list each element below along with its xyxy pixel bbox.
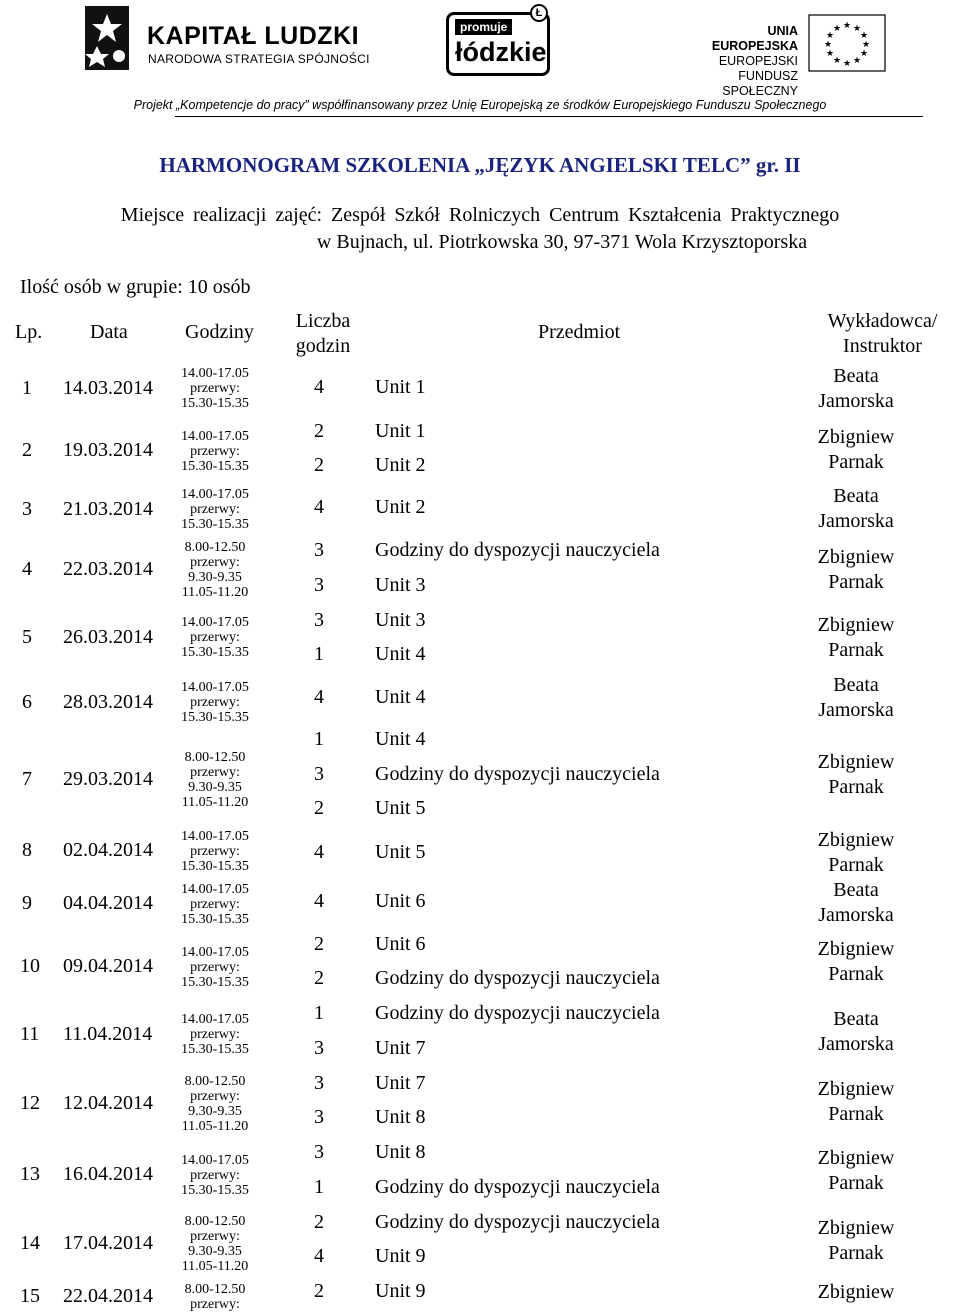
hours-line: 11.05-11.20 bbox=[181, 585, 249, 600]
row-hours bbox=[160, 1282, 270, 1312]
instructor-line: Beata bbox=[833, 365, 879, 387]
subject-hours-count: 2 bbox=[314, 1211, 324, 1233]
row-instructor bbox=[781, 425, 931, 475]
subject-hours-count: 4 bbox=[314, 1245, 324, 1267]
subject-name: Unit 5 bbox=[375, 797, 426, 819]
row-date: 17.04.2014 bbox=[63, 1231, 153, 1254]
row-date: 02.04.2014 bbox=[63, 839, 153, 861]
row-date: 09.04.2014 bbox=[63, 955, 153, 977]
subject-name: Godziny do dyspozycji nauczyciela bbox=[375, 539, 660, 561]
row-instructor bbox=[781, 613, 931, 663]
row-lp: 10 bbox=[20, 955, 40, 977]
subject-hours-count: 3 bbox=[314, 539, 324, 561]
svg-text:★: ★ bbox=[861, 40, 871, 50]
subject-name: Unit 3 bbox=[375, 574, 426, 596]
header-divider bbox=[175, 116, 923, 117]
row-instructor bbox=[781, 828, 931, 878]
instructor-line: Parnak bbox=[828, 1103, 884, 1125]
instructor-line: Parnak bbox=[828, 1172, 884, 1194]
header-lp: Lp. bbox=[15, 321, 43, 343]
row-lp: 15 bbox=[20, 1284, 40, 1307]
instructor-line: Zbigniew bbox=[817, 546, 895, 568]
group-count: Ilość osób w grupie: 10 osób bbox=[20, 276, 251, 298]
ue-title: UNIA EUROPEJSKA bbox=[711, 24, 798, 53]
svg-text:★: ★ bbox=[842, 21, 852, 31]
hours-line: przerwy: bbox=[190, 764, 240, 780]
row-instructor bbox=[781, 484, 931, 534]
hours-line: przerwy: bbox=[190, 1088, 240, 1104]
hours-line: 15.30-15.35 bbox=[181, 396, 249, 411]
page-title: HARMONOGRAM SZKOLENIA „JĘZYK ANGIELSKI TELC” gr. II bbox=[159, 153, 801, 177]
header-godziny: Godziny bbox=[185, 321, 254, 343]
subject-name: Unit 4 bbox=[375, 728, 426, 750]
hours-line: przerwy: bbox=[190, 843, 240, 859]
subject-name: Unit 7 bbox=[375, 1072, 426, 1094]
row-lp: 1 bbox=[22, 376, 32, 399]
subject-name: Unit 2 bbox=[375, 496, 426, 518]
hours-line: 14.00-17.05 bbox=[181, 680, 249, 695]
instructor-line: Beata bbox=[833, 1008, 879, 1030]
hours-line: 15.30-15.35 bbox=[181, 974, 249, 990]
row-lp: 14 bbox=[20, 1231, 40, 1254]
header-wyk-1: Wykładowca/ bbox=[827, 310, 938, 332]
row-date: 21.03.2014 bbox=[63, 497, 153, 520]
hours-line: 9.30-9.35 bbox=[188, 1103, 242, 1119]
row-instructor bbox=[781, 1077, 931, 1127]
row-hours bbox=[160, 750, 270, 810]
hours-line: przerwy: bbox=[190, 555, 240, 570]
hours-line: 14.00-17.05 bbox=[181, 366, 249, 381]
hours-line: 15.30-15.35 bbox=[181, 710, 249, 725]
row-hours bbox=[160, 1214, 270, 1274]
hours-line: 15.30-15.35 bbox=[181, 1182, 249, 1198]
row-hours bbox=[160, 680, 270, 725]
hours-line: 15.30-15.35 bbox=[181, 911, 249, 927]
subject-name: Unit 5 bbox=[375, 841, 426, 863]
hours-line: 14.00-17.05 bbox=[181, 828, 249, 844]
hours-line: 14.00-17.05 bbox=[181, 615, 249, 630]
row-hours bbox=[160, 429, 270, 474]
hours-line: 14.00-17.05 bbox=[181, 487, 249, 502]
hours-line: przerwy: bbox=[190, 1228, 240, 1244]
hours-line: 15.30-15.35 bbox=[181, 858, 249, 874]
instructor-line: Zbigniew bbox=[817, 1078, 895, 1100]
subject-hours-count: 3 bbox=[314, 574, 324, 596]
instructor-line: Zbigniew bbox=[817, 751, 895, 773]
row-hours bbox=[160, 945, 270, 990]
subject-hours-count: 2 bbox=[314, 797, 324, 819]
hours-line: 8.00-12.50 bbox=[184, 749, 246, 765]
place-line-2: w Bujnach, ul. Piotrkowska 30, 97-371 Wola Krzysztoporska bbox=[316, 231, 808, 253]
hours-line: 14.00-17.05 bbox=[181, 428, 249, 444]
svg-text:★: ★ bbox=[825, 31, 835, 41]
hours-line: przerwy: bbox=[190, 1027, 240, 1042]
row-hours bbox=[160, 487, 270, 532]
subject-hours-count: 3 bbox=[314, 1037, 324, 1059]
subject-hours-count: 2 bbox=[314, 1280, 324, 1302]
subject-name: Unit 6 bbox=[375, 890, 426, 912]
subject-name: Unit 9 bbox=[375, 1245, 426, 1267]
place-line-1: Miejsce realizacji zajęć: Zespół Szkół Rolniczych Centrum Kształcenia Praktycznego bbox=[120, 204, 840, 226]
instructor-line: Zbigniew bbox=[817, 1147, 895, 1169]
instructor-line: Parnak bbox=[828, 776, 884, 798]
instructor-line: Beata bbox=[833, 879, 879, 901]
svg-text:★: ★ bbox=[832, 24, 842, 34]
kl-subtitle: NARODOWA STRATEGIA SPÓJNOŚCI bbox=[148, 52, 370, 66]
svg-text:★: ★ bbox=[852, 24, 862, 34]
hours-line: 11.05-11.20 bbox=[181, 794, 249, 810]
row-date: 11.04.2014 bbox=[63, 1022, 153, 1045]
hours-line: 8.00-12.50 bbox=[184, 1213, 246, 1229]
subject-hours-count: 3 bbox=[314, 763, 324, 785]
hours-line: 14.00-17.05 bbox=[181, 1012, 249, 1027]
subject-name: Unit 9 bbox=[375, 1280, 426, 1302]
row-instructor bbox=[781, 364, 931, 414]
row-hours bbox=[160, 540, 270, 600]
subject-hours-count: 3 bbox=[314, 609, 324, 631]
row-lp: 6 bbox=[22, 690, 32, 713]
row-lp: 11 bbox=[20, 1022, 40, 1045]
row-hours bbox=[160, 829, 270, 874]
hours-line: przerwy: bbox=[190, 502, 240, 517]
subject-name: Unit 1 bbox=[375, 376, 426, 398]
row-lp: 3 bbox=[22, 497, 32, 520]
subject-name: Unit 2 bbox=[375, 454, 426, 476]
instructor-line: Parnak bbox=[828, 963, 884, 985]
subject-hours-count: 4 bbox=[314, 890, 324, 912]
subject-hours-count: 3 bbox=[314, 1106, 324, 1128]
svg-text:★: ★ bbox=[823, 40, 833, 50]
ue-sub1: EUROPEJSKI bbox=[718, 54, 798, 68]
row-hours bbox=[160, 1074, 270, 1134]
kl-title: KAPITAŁ LUDZKI bbox=[147, 22, 360, 50]
instructor-line: Jamorska bbox=[818, 904, 894, 926]
row-date: 14.03.2014 bbox=[63, 376, 153, 399]
subject-hours-count: 2 bbox=[314, 420, 324, 442]
header-przedmiot: Przedmiot bbox=[538, 321, 621, 343]
subject-name: Unit 4 bbox=[375, 643, 426, 665]
hours-line: 14.00-17.05 bbox=[181, 1152, 249, 1168]
row-lp: 13 bbox=[20, 1163, 40, 1185]
row-instructor bbox=[781, 545, 931, 595]
hours-line: 11.05-11.20 bbox=[181, 1118, 249, 1134]
hours-line: 15.30-15.35 bbox=[181, 517, 249, 532]
row-lp: 2 bbox=[22, 439, 32, 461]
hours-line: 8.00-12.50 bbox=[184, 1281, 246, 1297]
instructor-line: Parnak bbox=[828, 571, 884, 593]
subject-name: Godziny do dyspozycji nauczyciela bbox=[375, 763, 660, 785]
hours-line: przerwy: bbox=[190, 630, 240, 645]
row-instructor bbox=[781, 1146, 931, 1196]
row-date: 29.03.2014 bbox=[63, 767, 153, 790]
header-data: Data bbox=[90, 321, 128, 343]
instructor-line: Zbigniew bbox=[817, 614, 895, 636]
instructor-line: Jamorska bbox=[818, 1033, 894, 1055]
instructor-line: Zbigniew bbox=[817, 1281, 895, 1303]
hours-line: przerwy: bbox=[190, 959, 240, 975]
subject-hours-count: 1 bbox=[314, 728, 324, 750]
row-instructor bbox=[781, 673, 931, 723]
subject-hours-count: 4 bbox=[314, 686, 324, 708]
row-date: 26.03.2014 bbox=[63, 625, 153, 648]
subject-name: Unit 8 bbox=[375, 1106, 426, 1128]
hours-line: przerwy: bbox=[190, 381, 240, 396]
svg-text:★: ★ bbox=[842, 59, 852, 69]
instructor-line: Parnak bbox=[828, 639, 884, 661]
hours-line: przerwy: bbox=[190, 695, 240, 710]
hours-line: przerwy: bbox=[190, 1167, 240, 1183]
row-instructor bbox=[781, 1280, 931, 1305]
header-wykladowca bbox=[810, 309, 955, 359]
kapital-ludzki-logo-icon bbox=[85, 6, 131, 72]
row-date: 19.03.2014 bbox=[63, 439, 153, 461]
instructor-line: Beata bbox=[833, 674, 879, 696]
header-liczba bbox=[290, 309, 356, 359]
hours-line: 15.30-15.35 bbox=[181, 458, 249, 474]
instructor-line: Beata bbox=[833, 485, 879, 507]
subject-name: Godziny do dyspozycji nauczyciela bbox=[375, 1211, 660, 1233]
hours-line: 9.30-9.35 bbox=[188, 570, 242, 585]
subject-name: Godziny do dyspozycji nauczyciela bbox=[375, 1176, 660, 1198]
instructor-line: Zbigniew bbox=[817, 829, 895, 851]
hours-line: 11.05-11.20 bbox=[181, 1258, 249, 1274]
promuje-label: promuje bbox=[455, 19, 512, 35]
subject-hours-count: 4 bbox=[314, 496, 324, 518]
row-date: 28.03.2014 bbox=[63, 690, 153, 713]
row-date: 22.04.2014 bbox=[63, 1284, 153, 1307]
instructor-line: Zbigniew bbox=[817, 938, 895, 960]
subject-hours-count: 3 bbox=[314, 1141, 324, 1163]
subject-name: Unit 7 bbox=[375, 1037, 426, 1059]
svg-text:★: ★ bbox=[859, 31, 869, 41]
row-instructor bbox=[781, 750, 931, 800]
project-line: Projekt „Kompetencje do pracy” współfinansowany przez Unię Europejską ze środków Europejskiego Funduszu Społecznego bbox=[133, 98, 827, 112]
instructor-line: Parnak bbox=[828, 1242, 884, 1264]
hours-line: 15.30-15.35 bbox=[181, 1042, 249, 1057]
svg-text:★: ★ bbox=[859, 49, 869, 59]
instructor-line: Zbigniew bbox=[817, 1217, 895, 1239]
instructor-line: Parnak bbox=[828, 451, 884, 473]
row-date: 04.04.2014 bbox=[63, 892, 153, 914]
subject-name: Unit 4 bbox=[375, 686, 426, 708]
subject-hours-count: 2 bbox=[314, 933, 324, 955]
row-hours bbox=[160, 366, 270, 411]
subject-hours-count: 3 bbox=[314, 1072, 324, 1094]
row-lp: 5 bbox=[22, 625, 32, 648]
row-hours bbox=[160, 1012, 270, 1057]
hours-line: przerwy: bbox=[190, 1296, 240, 1312]
subject-name: Godziny do dyspozycji nauczyciela bbox=[375, 967, 660, 989]
ue-sub2: FUNDUSZ SPOŁECZNY bbox=[722, 69, 798, 98]
hours-line: 8.00-12.50 bbox=[184, 540, 246, 555]
row-lp: 9 bbox=[22, 892, 32, 914]
subject-hours-count: 1 bbox=[314, 643, 324, 665]
lodzkie-badge-icon: Ł bbox=[530, 4, 548, 22]
ue-text bbox=[690, 24, 798, 99]
header-liczba-1: Liczba bbox=[295, 310, 351, 332]
instructor-line: Jamorska bbox=[818, 510, 894, 532]
subject-hours-count: 4 bbox=[314, 376, 324, 398]
row-instructor bbox=[781, 1216, 931, 1266]
row-hours bbox=[160, 882, 270, 927]
row-lp: 4 bbox=[22, 558, 32, 580]
hours-line: przerwy: bbox=[190, 896, 240, 912]
hours-line: 14.00-17.05 bbox=[181, 881, 249, 897]
instructor-line: Jamorska bbox=[818, 390, 894, 412]
instructor-line: Parnak bbox=[828, 854, 884, 876]
subject-name: Unit 3 bbox=[375, 609, 426, 631]
subject-hours-count: 2 bbox=[314, 967, 324, 989]
logo-header bbox=[0, 0, 960, 100]
hours-line: przerwy: bbox=[190, 443, 240, 459]
row-hours bbox=[160, 1153, 270, 1198]
row-instructor bbox=[781, 1007, 931, 1057]
hours-line: 9.30-9.35 bbox=[188, 779, 242, 795]
row-instructor bbox=[781, 878, 931, 928]
eu-flag-icon bbox=[808, 14, 886, 72]
subject-hours-count: 1 bbox=[314, 1176, 324, 1198]
svg-text:★: ★ bbox=[832, 56, 842, 66]
svg-text:★: ★ bbox=[852, 56, 862, 66]
subject-hours-count: 2 bbox=[314, 454, 324, 476]
subject-name: Unit 6 bbox=[375, 933, 426, 955]
hours-line: 15.30-15.35 bbox=[181, 645, 249, 660]
subject-name: Unit 1 bbox=[375, 420, 426, 442]
svg-text:★: ★ bbox=[825, 49, 835, 59]
row-lp: 8 bbox=[22, 839, 32, 861]
row-date: 22.03.2014 bbox=[63, 558, 153, 580]
subject-hours-count: 4 bbox=[314, 841, 324, 863]
row-date: 16.04.2014 bbox=[63, 1163, 153, 1185]
hours-line: 14.00-17.05 bbox=[181, 944, 249, 960]
row-instructor bbox=[781, 937, 931, 987]
subject-hours-count: 1 bbox=[314, 1002, 324, 1024]
row-date: 12.04.2014 bbox=[63, 1091, 153, 1114]
subject-name: Godziny do dyspozycji nauczyciela bbox=[375, 1002, 660, 1024]
hours-line: 9.30-9.35 bbox=[188, 1243, 242, 1259]
subject-name: Unit 8 bbox=[375, 1141, 426, 1163]
instructor-line: Zbigniew bbox=[817, 426, 895, 448]
lodzkie-label: łódzkie bbox=[455, 37, 547, 67]
row-lp: 12 bbox=[20, 1091, 40, 1114]
header-liczba-2: godzin bbox=[295, 335, 351, 357]
lodzkie-logo bbox=[446, 12, 550, 76]
row-lp: 7 bbox=[22, 767, 32, 790]
header-wyk-2: Instruktor bbox=[843, 335, 922, 357]
instructor-line: Jamorska bbox=[818, 699, 894, 721]
row-hours bbox=[160, 615, 270, 660]
hours-line: 8.00-12.50 bbox=[184, 1073, 246, 1089]
